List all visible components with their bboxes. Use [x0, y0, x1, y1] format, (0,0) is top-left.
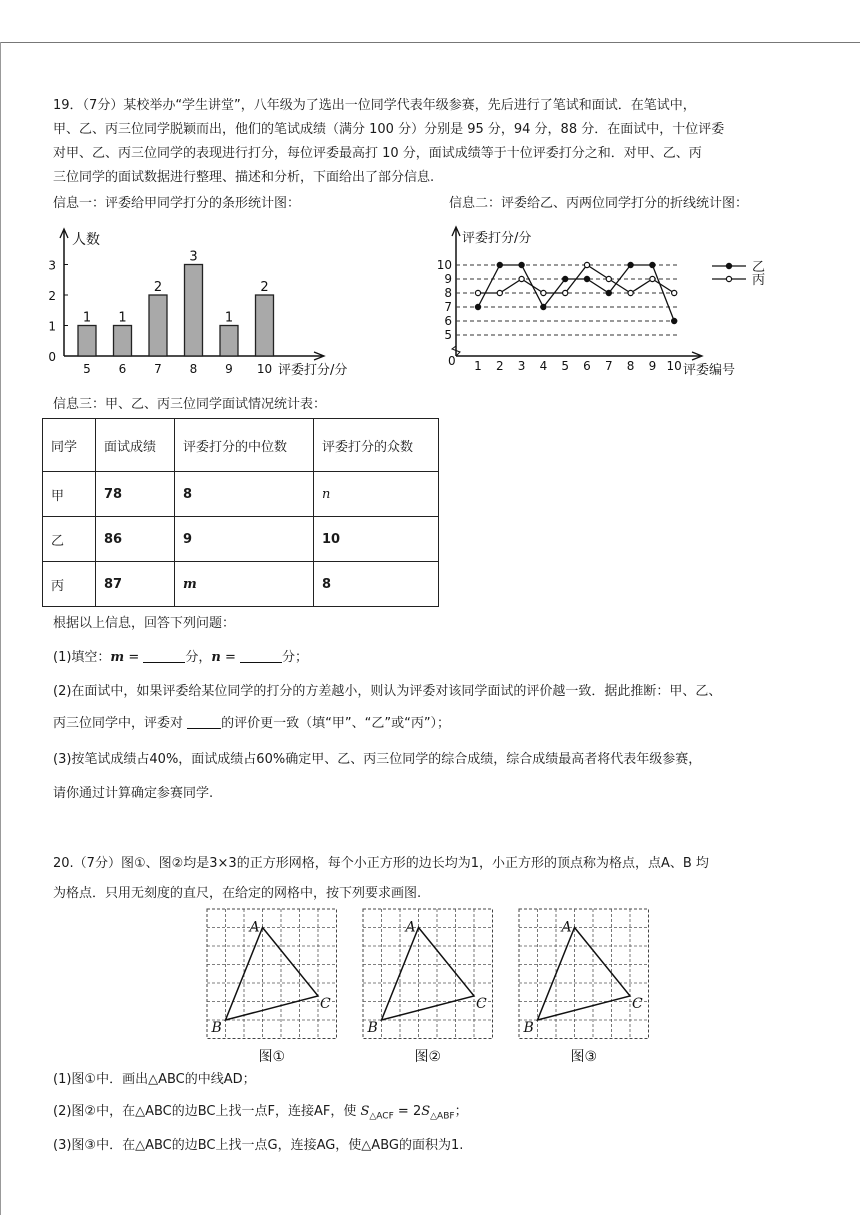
table-row [43, 472, 439, 517]
x-tick-label: 5 [561, 359, 570, 373]
part2-text-a: 丙三位同学中，评委对 [53, 716, 188, 731]
data-point [628, 262, 633, 267]
var-n: n [211, 650, 221, 665]
table-cell: 甲 [43, 472, 96, 517]
bar-chart-jia [40, 225, 380, 385]
table-cell: 10 [314, 517, 439, 562]
info2-label: 信息二：评委给乙、丙两位同学打分的折线统计图： [449, 196, 749, 211]
y-tick-label: 9 [444, 272, 452, 286]
answer-blank-n[interactable] [240, 648, 282, 663]
data-point [584, 262, 589, 267]
x-tick-label: 2 [495, 359, 504, 373]
x-tick-label: 6 [118, 362, 127, 376]
x-tick-label: 8 [626, 359, 635, 373]
q20-part1: (1)图①中．画出△ABC的中线AD； [53, 1072, 256, 1087]
part2-text: (2)图②中，在△ABC的边BC上找一点F，连接AF，使 [53, 1104, 361, 1119]
table-cell: 9 [175, 517, 314, 562]
y-axis-label: 评委打分/分 [462, 231, 532, 246]
table-cell: 87 [96, 562, 175, 607]
bar-value-label: 1 [82, 310, 92, 326]
q20-line2: 为格点．只用无刻度的直尺，在给定的网格中，按下列要求画图. [53, 886, 422, 901]
answer-blank-who[interactable] [187, 714, 221, 729]
unit-text: 分， [185, 650, 212, 665]
data-point [541, 290, 546, 295]
x-tick-label: 3 [517, 359, 526, 373]
y-axis-label: 人数 [72, 232, 100, 248]
q20-part3: (3)图③中．在△ABC的边BC上找一点G，连接AG，使△ABG的面积为1. [53, 1138, 464, 1153]
bar-value-label: 2 [260, 280, 269, 295]
point-label-b: B [211, 1020, 222, 1036]
grid-figures [200, 905, 720, 1070]
area-subscript: △ACF [369, 1111, 394, 1122]
data-point [606, 290, 611, 295]
table-row [43, 562, 439, 607]
x-tick-label: 9 [648, 359, 657, 373]
table-header-cell: 面试成绩 [96, 419, 175, 472]
line-chart-yi-bing [420, 222, 840, 387]
data-point [497, 290, 502, 295]
table-header-cell: 评委打分的众数 [314, 419, 439, 472]
table-cell: 丙 [43, 562, 96, 607]
table-cell: 乙 [43, 517, 96, 562]
y-tick-label: 3 [48, 258, 56, 273]
area-subscript: △ABF [430, 1111, 455, 1122]
table-cell: 8 [175, 472, 314, 517]
x-tick-label: 1 [474, 359, 482, 373]
q19-line1: 19．（7分）某校举办“学生讲堂”，八年级为了选出一位同学代表年级参赛，先后进行了笔试和面试．在笔试中， [53, 98, 696, 113]
q19-line4: 三位同学的面试数据进行整理、描述和分析，下面给出了部分信息. [53, 170, 435, 185]
y-tick-label: 8 [444, 286, 452, 300]
data-point [563, 290, 568, 295]
point-label-b: B [367, 1020, 378, 1036]
legend-label: 丙 [752, 273, 766, 288]
y-tick-label: 5 [444, 328, 452, 342]
part2-text-b: 的评价更一致（填“甲”、“乙”或“丙”）； [221, 716, 451, 731]
bar [185, 265, 203, 357]
legend-label: 乙 [752, 260, 766, 275]
figure-caption: 图① [258, 1049, 286, 1065]
q19-part1 [53, 646, 813, 670]
bar-value-label: 3 [189, 249, 198, 265]
interview-stats-table [42, 418, 439, 607]
table-header-cell: 评委打分的中位数 [175, 419, 314, 472]
answer-blank-m[interactable] [143, 648, 185, 663]
table-cell: 78 [96, 472, 175, 517]
triangle-abc [226, 928, 319, 1021]
area-symbol: S [360, 1104, 370, 1119]
triangle-abc [538, 928, 631, 1021]
info3-label: 信息三：甲、乙、丙三位同学面试情况统计表： [53, 397, 327, 412]
data-point [475, 304, 480, 309]
page-left-border [0, 42, 1, 1215]
table-cell: 86 [96, 517, 175, 562]
x-tick-label: 4 [539, 359, 548, 373]
data-point [650, 262, 655, 267]
table-header-cell: 同学 [43, 419, 96, 472]
end-punct: ； [454, 1104, 468, 1119]
x-tick-label: 5 [83, 362, 91, 376]
triangle-abc [382, 928, 475, 1021]
q20-line1: 20.（7分）图①、图②均是3×3的正方形网格，每个小正方形的边长均为1，小正方形的顶点称为格点，点A、B 均 [53, 856, 709, 871]
info1-label: 信息一：评委给甲同学打分的条形统计图： [53, 196, 301, 211]
data-point [650, 276, 655, 281]
y-tick-label: 1 [48, 319, 56, 334]
part1-prefix: (1)填空： [53, 650, 111, 665]
q19-part3-line2: 请你通过计算确定参赛同学. [53, 786, 214, 801]
data-point [672, 290, 677, 295]
legend-marker [726, 263, 731, 268]
bar-value-label: 1 [118, 310, 127, 326]
data-point [628, 290, 633, 295]
x-tick-label: 10 [666, 359, 682, 373]
table-cell: m [175, 562, 314, 607]
point-label-c: C [320, 995, 331, 1012]
bar-value-label: 1 [224, 310, 234, 326]
data-point [584, 276, 589, 281]
equation-text: = 2 [393, 1104, 422, 1119]
bar-value-label: 2 [153, 280, 163, 295]
var-m: m [110, 650, 125, 665]
bar [78, 326, 96, 357]
data-point [519, 262, 524, 267]
q19-part2-line1: (2)在面试中，如果评委给某位同学的打分的方差越小，则认为评委对该同学面试的评价越一致．据此推断：甲、乙、 [53, 684, 722, 699]
x-tick-label: 10 [256, 362, 273, 376]
q19-part3-line1: (3)按笔试成绩占40%，面试成绩占60%确定甲、乙、丙三位同学的综合成绩，综合成绩最高者将代表年级参赛， [53, 752, 702, 767]
x-tick-label: 7 [604, 359, 613, 373]
point-label-c: C [632, 995, 643, 1012]
page-top-border [0, 42, 860, 43]
data-point [497, 262, 502, 267]
x-tick-label: 9 [225, 362, 233, 376]
q19-line2: 甲、乙、丙三位同学脱颖而出，他们的笔试成绩（满分 100 分）分别是 95 分，94 分，88 分．在面试中，十位评委 [53, 122, 725, 137]
point-label-b: B [523, 1020, 534, 1036]
bar [220, 326, 238, 357]
table-row [43, 517, 439, 562]
data-point [519, 276, 524, 281]
x-tick-label: 8 [189, 362, 198, 376]
y-tick-label: 7 [444, 300, 452, 314]
q19-part2-line2 [53, 712, 813, 736]
point-label-a: A [405, 919, 416, 936]
table-cell: 8 [314, 562, 439, 607]
figure-caption: 图③ [570, 1049, 598, 1065]
data-point [672, 318, 677, 323]
bar [256, 295, 274, 356]
point-label-a: A [249, 919, 260, 936]
data-point [541, 304, 546, 309]
y-tick-label: 6 [444, 314, 452, 328]
eq-sign: = [124, 650, 144, 665]
origin-label: 0 [448, 354, 456, 368]
x-tick-label: 6 [583, 359, 591, 373]
eq-sign: = [220, 650, 240, 665]
table-cell: n [314, 472, 439, 517]
bar [114, 326, 132, 357]
y-tick-label: 10 [436, 258, 452, 272]
table-header-row [43, 419, 439, 472]
q19-intro: 根据以上信息，回答下列问题： [53, 616, 236, 631]
point-label-c: C [476, 995, 487, 1012]
x-axis-label: 评委打分/分 [278, 363, 348, 378]
legend-marker [726, 276, 731, 281]
point-label-a: A [561, 919, 572, 936]
figure-caption: 图② [414, 1049, 442, 1065]
q20-part2 [53, 1100, 813, 1129]
y-tick-label: 2 [48, 289, 56, 303]
unit-text: 分； [282, 650, 309, 665]
data-point [475, 290, 480, 295]
area-symbol: S [421, 1104, 431, 1119]
y-tick-label: 0 [48, 350, 56, 364]
bar [149, 295, 167, 356]
x-tick-label: 7 [154, 362, 162, 376]
x-axis-label: 评委编号 [683, 363, 736, 378]
data-point [606, 276, 611, 281]
data-point [563, 276, 568, 281]
q19-line3: 对甲、乙、丙三位同学的表现进行打分，每位评委最高打 10 分，面试成绩等于十位评委打分之和．对甲、乙、丙 [53, 146, 702, 161]
